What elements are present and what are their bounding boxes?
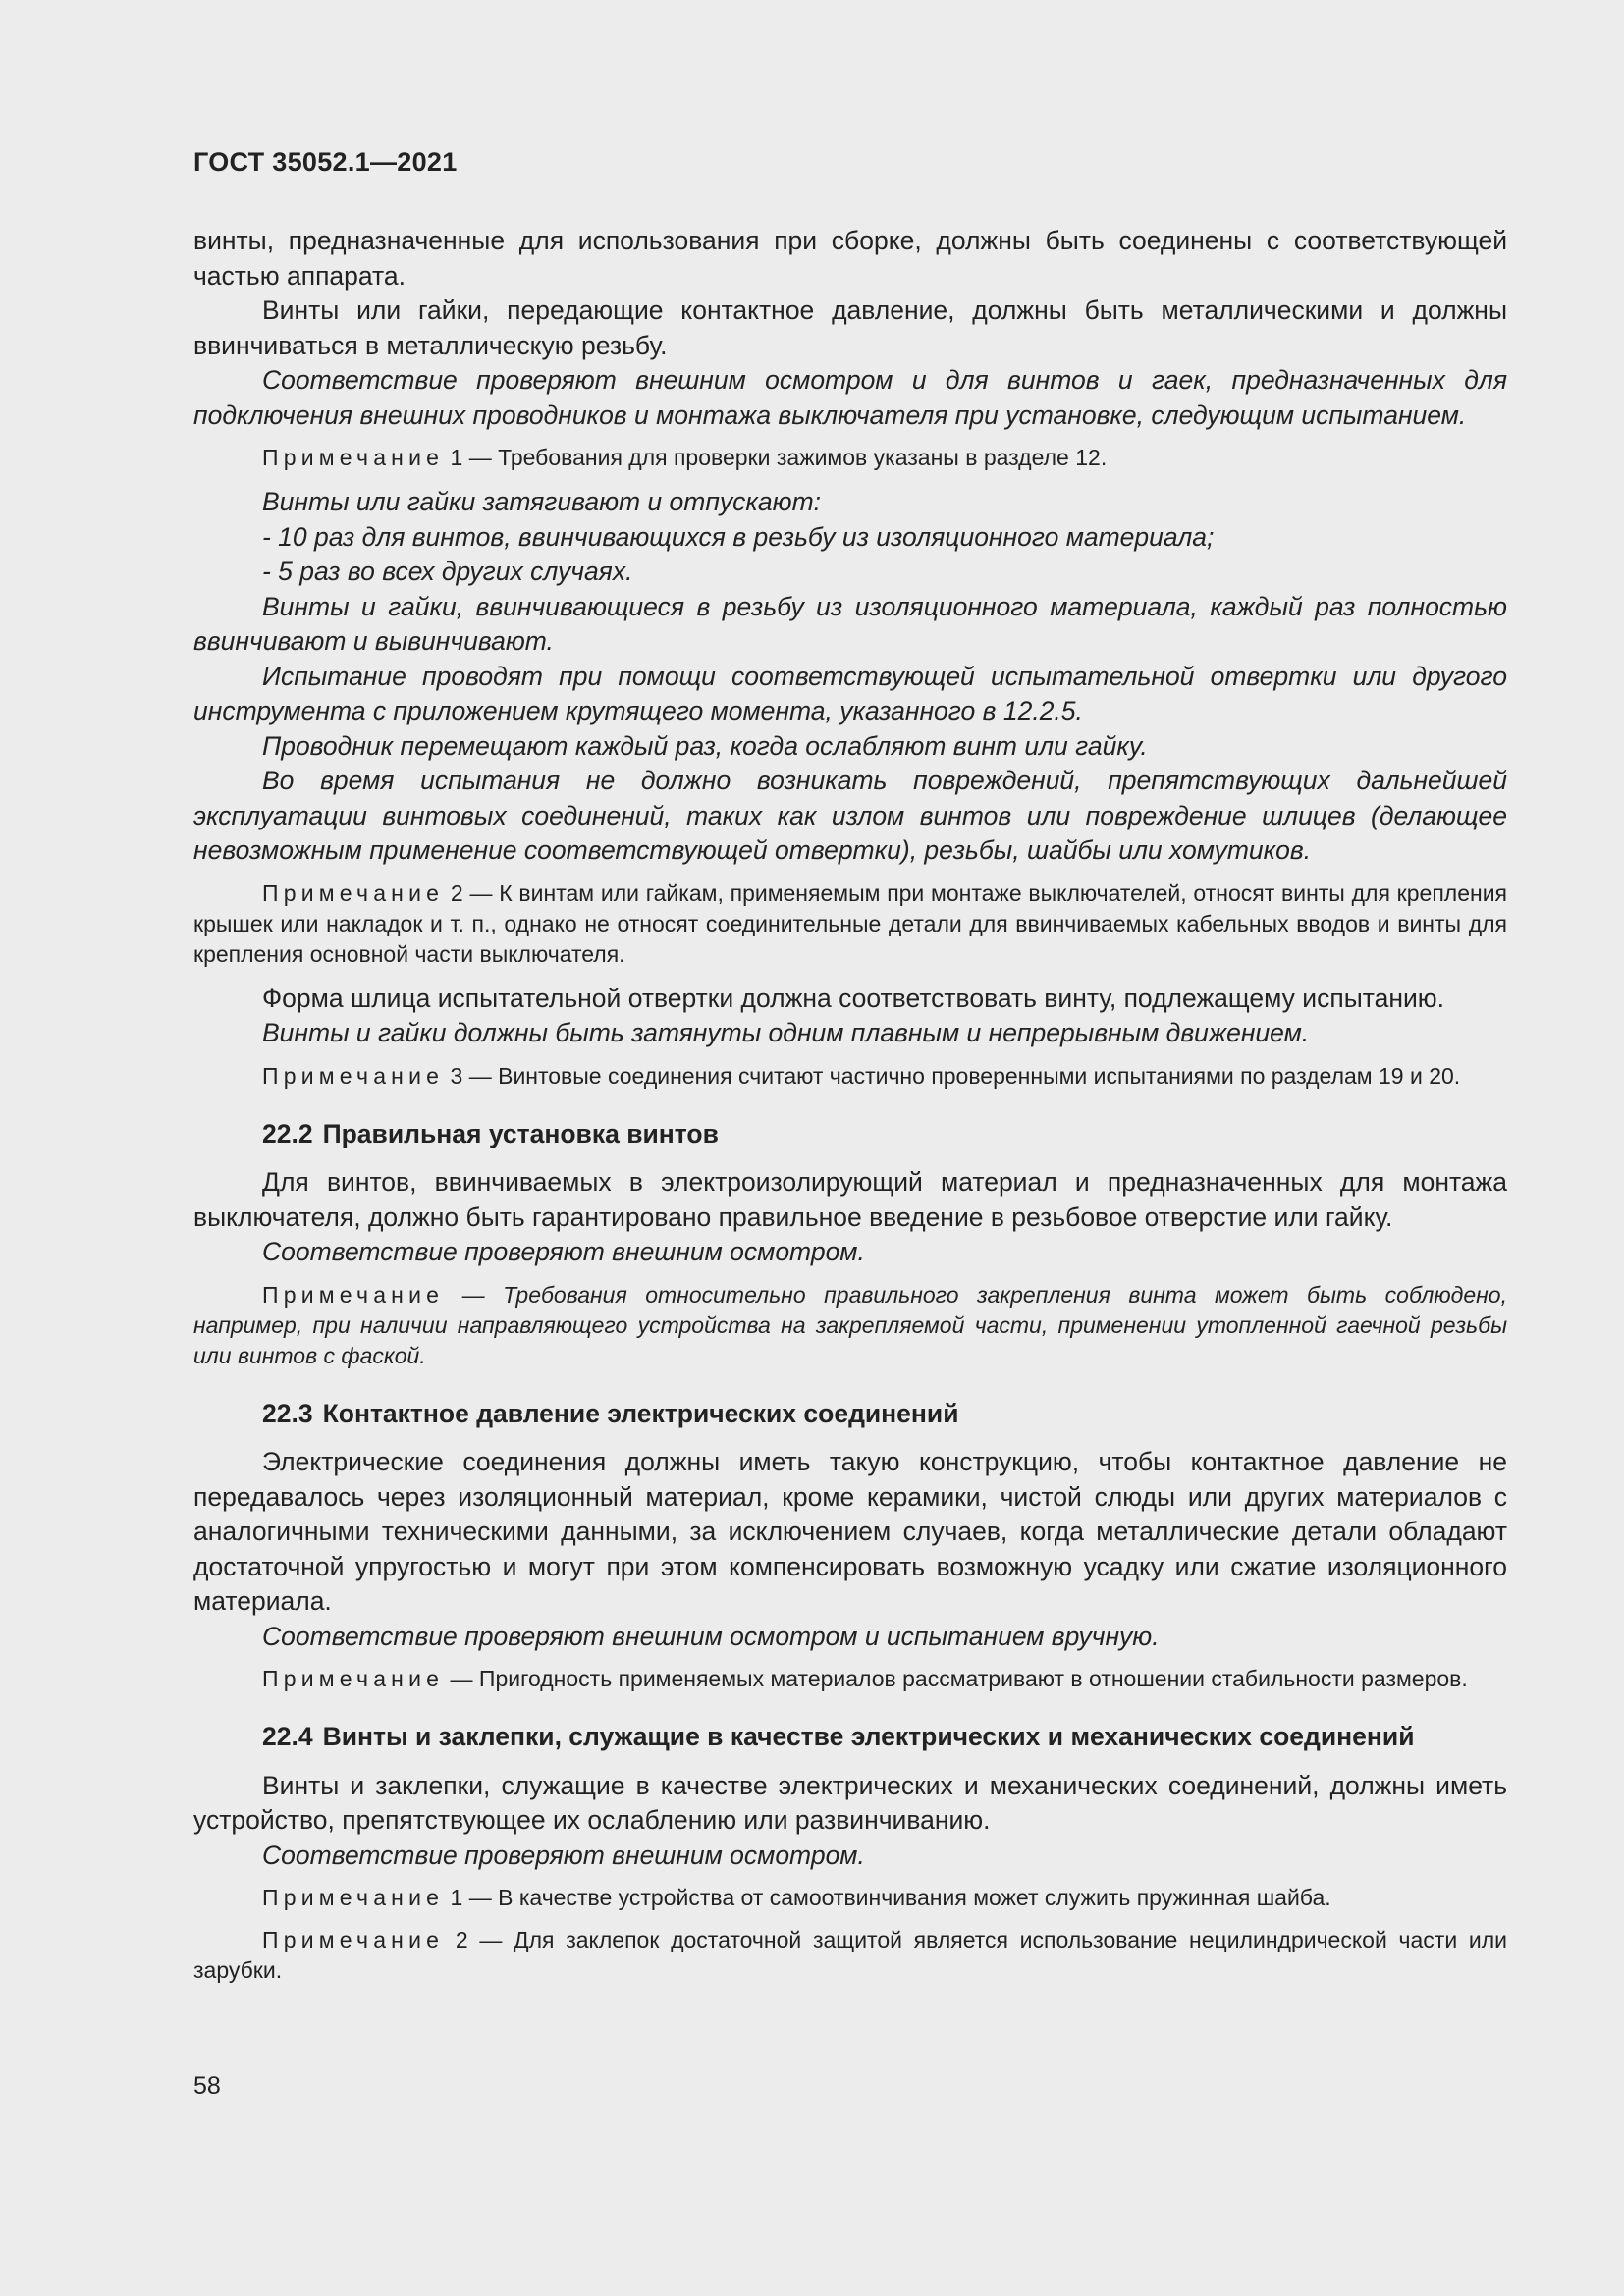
note-text: 3 — Винтовые соединения считают частично проверенными испытаниями по разделам 19 и 20. [444, 1062, 1461, 1089]
list-item: - 5 раз во всех других случаях. [262, 557, 633, 586]
section-number: 22.3 [262, 1398, 313, 1428]
note-label: Примечание [262, 1281, 445, 1308]
note-text: — Пригодность применяемых материалов рассматривают в отношении стабильности размеров. [444, 1666, 1468, 1691]
note [193, 1280, 1507, 1371]
section-number: 22.2 [262, 1118, 313, 1148]
note-text: 2 — К винтам или гайкам, применяемым при монтаже выключателей, относят винты для крепления крышек или накладок и т. п., однако не относят соединительные детали для ввинчиваемых кабельных вводов и винты для крепления основной части выключателя. [193, 880, 1507, 967]
page-number: 58 [193, 2072, 221, 2100]
note [193, 1664, 1507, 1694]
paragraph: Винты или гайки затягивают и отпускают: [262, 487, 822, 516]
document-header: ГОСТ 35052.1—2021 [193, 147, 458, 177]
paragraph: Испытание проводят при помощи соответствующей испытательной отвертки или другого инструмента с приложением крутящего момента, указанного в 12.2.5. [193, 661, 1507, 725]
paragraph: винты, предназначенные для использования при сборке, должны быть соединены с соответствующей частью аппарата. [193, 226, 1507, 291]
section-heading [193, 1720, 1507, 1755]
paragraph: Проводник перемещают каждый раз, когда ослабляют винт или гайку. [262, 730, 1148, 761]
note-text: — Требования относительно правильного закрепления винта может быть соблюдено, например, при наличии направляющего устройства на закрепляемой части, применении утопленной гаечной резьбы или винтов с фаской. [193, 1281, 1507, 1368]
section-title: Винты и заклепки, служащие в качестве электрических и механических соединений [322, 1722, 1415, 1751]
paragraph: Соответствие проверяют внешним осмотром и испытанием вручную. [262, 1621, 1160, 1651]
note [193, 1061, 1507, 1092]
paragraph: Винты и гайки, ввинчивающиеся в резьбу из изоляционного материала, каждый раз полностью ввинчивают и вывинчивают. [193, 591, 1507, 656]
paragraph: Соответствие проверяют внешним осмотром и для винтов и гаек, предназначенных для подключения внешних проводников и монтажа выключателя при установке, следующим испытанием. [193, 365, 1507, 430]
paragraph: Для винтов, ввинчиваемых в электроизолирующий материал и предназначенных для монтажа выключателя, должно быть гарантировано правильное введение в резьбовое отверстие или гайку. [193, 1167, 1507, 1232]
paragraph: Форма шлица испытательной отвертки должна соответствовать винту, подлежащему испытанию. [262, 983, 1444, 1013]
note [193, 443, 1507, 473]
section-heading [193, 1117, 1507, 1152]
paragraph: Соответствие проверяют внешним осмотром. [262, 1237, 865, 1266]
section-heading [193, 1397, 1507, 1432]
paragraph: Соответствие проверяют внешним осмотром. [262, 1840, 865, 1870]
note-label: Примечание [262, 1062, 445, 1089]
note-label: Примечание [262, 1666, 445, 1691]
paragraph: Винты и заклепки, служащие в качестве электрических и механических соединений, должны иметь устройство, препятствующее их ослаблению или развинчиванию. [193, 1770, 1507, 1835]
paragraph: Электрические соединения должны иметь такую конструкцию, чтобы контактное давление не передавалось через изоляционный материал, кроме керамики, чистой слюды или других материалов с аналогичными техническими данными, за исключением случаев, когда металлические детали обладают достаточной упругостью и могут при этом компенсировать возможную усадку или сжатие изоляционного материала. [193, 1447, 1507, 1616]
note-text: 2 — Для заклепок достаточной защитой является использование нецилиндрической части или зарубки. [193, 1927, 1507, 1983]
paragraph: Винты или гайки, передающие контактное давление, должны быть металлическими и должны ввинчиваться в металлическую резьбу. [193, 295, 1507, 360]
list-item: - 10 раз для винтов, ввинчивающихся в резьбу из изоляционного материала; [262, 521, 1215, 552]
section-title: Контактное давление электрических соединений [322, 1398, 959, 1428]
note-label: Примечание [262, 1885, 445, 1910]
note-text: 1 — Требования для проверки зажимов указаны в разделе 12. [444, 445, 1108, 470]
note-label: Примечание [262, 445, 445, 470]
note [193, 879, 1507, 970]
document-body [193, 224, 1507, 1998]
note-label: Примечание [262, 880, 445, 906]
note [193, 1925, 1507, 1986]
note-text: 1 — В качестве устройства от самоотвинчивания может служить пружинная шайба. [444, 1885, 1331, 1910]
note [193, 1883, 1507, 1913]
section-title: Правильная установка винтов [322, 1118, 719, 1148]
note-label: Примечание [262, 1927, 445, 1952]
section-number: 22.4 [262, 1722, 313, 1751]
paragraph: Во время испытания не должно возникать повреждений, препятствующих дальнейшей эксплуатации винтовых соединений, таких как излом винтов или повреждение шлицев (делающее невозможным применение соответствующей отвертки), резьбы, шайбы или хомутиков. [193, 766, 1507, 865]
paragraph: Винты и гайки должны быть затянуты одним плавным и непрерывным движением. [262, 1018, 1310, 1047]
